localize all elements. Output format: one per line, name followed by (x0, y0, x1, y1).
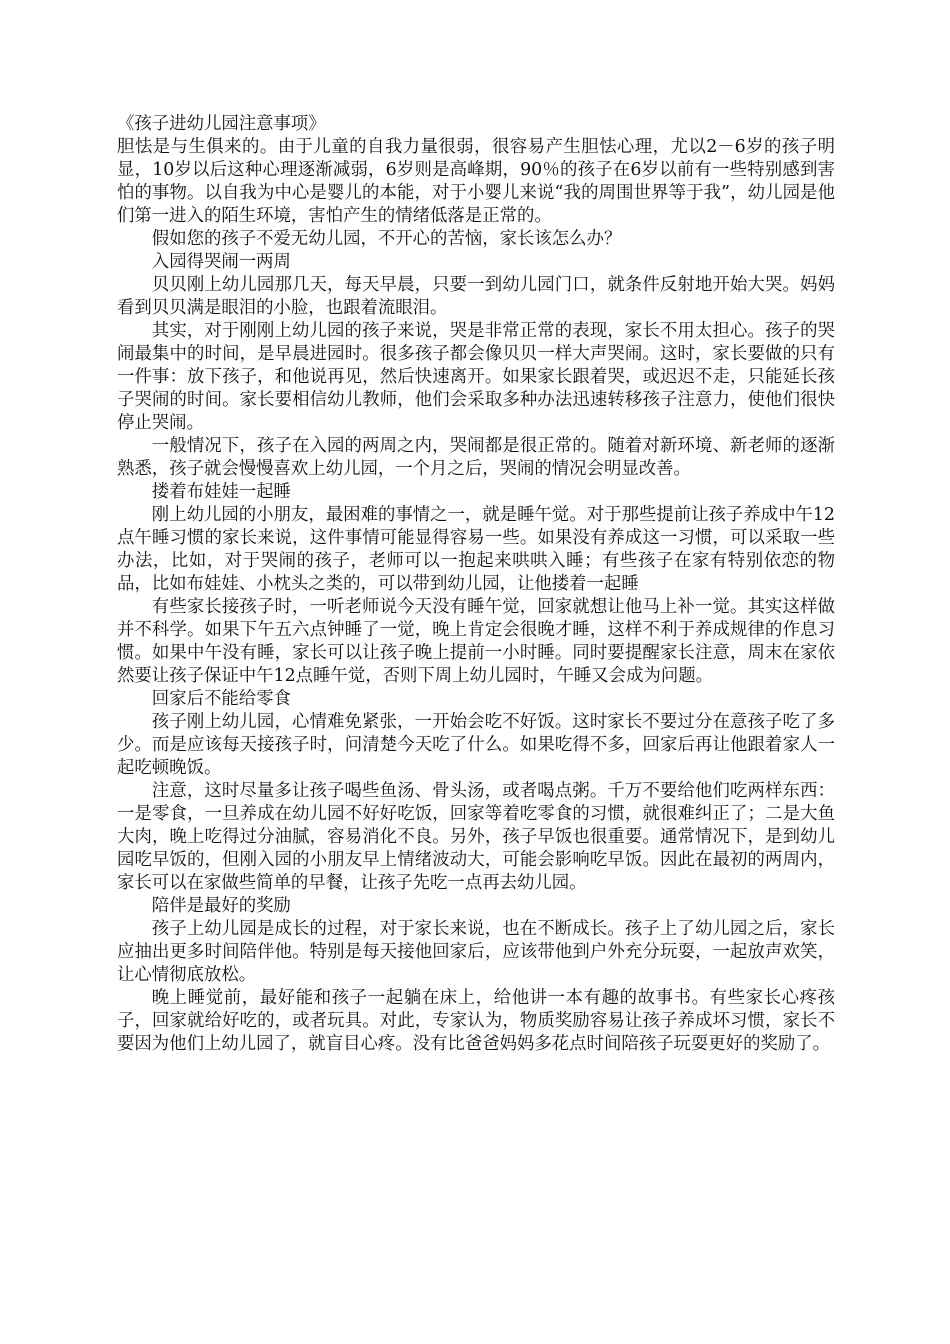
paragraph-food-advice: 注意，这时尽量多让孩子喝些鱼汤、骨头汤，或者喝点粥。千万不要给他们吃两样东西：一是零食，一旦养成在幼儿园不好好吃饭，回家等着吃零食的习惯，就很难纠正了；二是大鱼大肉，晚上吃得过分油腻，容易消化不良。另外，孩子早饭也很重要。通常情况下，是到幼儿园吃早饭的，但刚入园的小朋友早上情绪波动大，可能会影响吃早饭。因此在最初的两周内，家长可以在家做些简单的早餐，让孩子先吃一点再去幼儿园。 (117, 781, 835, 893)
paragraph-nap: 刚上幼儿园的小朋友，最困难的事情之一，就是睡午觉。对于那些提前让孩子养成中午12点午睡习惯的家长来说，这件事情可能显得容易一些。如果没有养成这一习惯，可以采取一些办法，比如，对于哭闹的孩子，老师可以一抱起来哄哄入睡；有些孩子在家有特别依恋的物品，比如布娃娃、小枕头之类的，可以带到幼儿园，让他搂着一起睡 (117, 505, 835, 594)
section-heading-crying: 入园得哭闹一两周 (151, 252, 291, 272)
paragraph-growth: 孩子上幼儿园是成长的过程，对于家长来说，也在不断成长。孩子上了幼儿园之后，家长应抽出更多时间陪伴他。特别是每天接他回家后，应该带他到户外充分玩耍，一起放声欢笑，让心情彻底放松。 (117, 919, 835, 985)
document-title: 《孩子进幼儿园注意事项》 (117, 114, 326, 134)
section-heading-doll: 搂着布娃娃一起睡 (151, 482, 291, 502)
paragraph-beibei: 贝贝刚上幼儿园那几天，每天早晨，只要一到幼儿园门口，就条件反射地开始大哭。妈妈看到贝贝满是眼泪的小脸，也跟着流眼泪。 (117, 275, 835, 318)
document-page (117, 113, 835, 1056)
section-heading-companionship: 陪伴是最好的奖励 (151, 896, 291, 916)
paragraph-nap-schedule: 有些家长接孩子时，一听老师说今天没有睡午觉，回家就想让他马上补一觉。其实这样做并不科学。如果下午五六点钟睡了一觉，晚上肯定会很晚才睡，这样不利于养成规律的作息习惯。如果中午没有睡，家长可以让孩子晚上提前一小时睡。同时要提醒家长注意，周末在家依然要让孩子保证中午12点睡午觉，否则下周上幼儿园时，午睡又会成为问题。 (117, 597, 835, 686)
paragraph-intro: 胆怯是与生俱来的。由于儿童的自我力量很弱，很容易产生胆怯心理，尤以2－6岁的孩子明显，10岁以后这种心理逐渐减弱，6岁则是高峰期，90％的孩子在6岁以前有一些特别感到害怕的事物。以自我为中心是婴儿的本能，对于小婴儿来说“我的周围世界等于我”，幼儿园是他们第一进入的陌生环境，害怕产生的情绪低落是正常的。 (117, 137, 835, 226)
paragraph-bedtime: 晚上睡觉前，最好能和孩子一起躺在床上，给他讲一本有趣的故事书。有些家长心疼孩子，回家就给好吃的，或者玩具。对此，专家认为，物质奖励容易让孩子养成坏习惯，家长不要因为他们上幼儿园了，就盲目心疼。没有比爸爸妈妈多花点时间陪孩子玩耍更好的奖励了。 (117, 988, 835, 1054)
section-heading-snacks: 回家后不能给零食 (151, 689, 291, 709)
paragraph-two-weeks: 一般情况下，孩子在入园的两周之内，哭闹都是很正常的。随着对新环境、新老师的逐渐熟悉，孩子就会慢慢喜欢上幼儿园，一个月之后，哭闹的情况会明显改善。 (117, 436, 835, 479)
paragraph-eating: 孩子刚上幼儿园，心情难免紧张，一开始会吃不好饭。这时家长不要过分在意孩子吃了多少。而是应该每天接孩子时，问清楚今天吃了什么。如果吃得不多，回家后再让他跟着家人一起吃顿晚饭。 (117, 712, 835, 778)
paragraph-crying-normal: 其实，对于刚刚上幼儿园的孩子来说，哭是非常正常的表现，家长不用太担心。孩子的哭闹最集中的时间，是早晨进园时。很多孩子都会像贝贝一样大声哭闹。这时，家长要做的只有一件事：放下孩子，和他说再见，然后快速离开。如果家长跟着哭，或迟迟不走，只能延长孩子哭闹的时间。家长要相信幼儿教师，他们会采取多种办法迅速转移孩子注意力，使他们很快停止哭闹。 (117, 321, 835, 433)
paragraph-question: 假如您的孩子不爱无幼儿园，不开心的苦恼，家长该怎么办？ (151, 229, 622, 249)
